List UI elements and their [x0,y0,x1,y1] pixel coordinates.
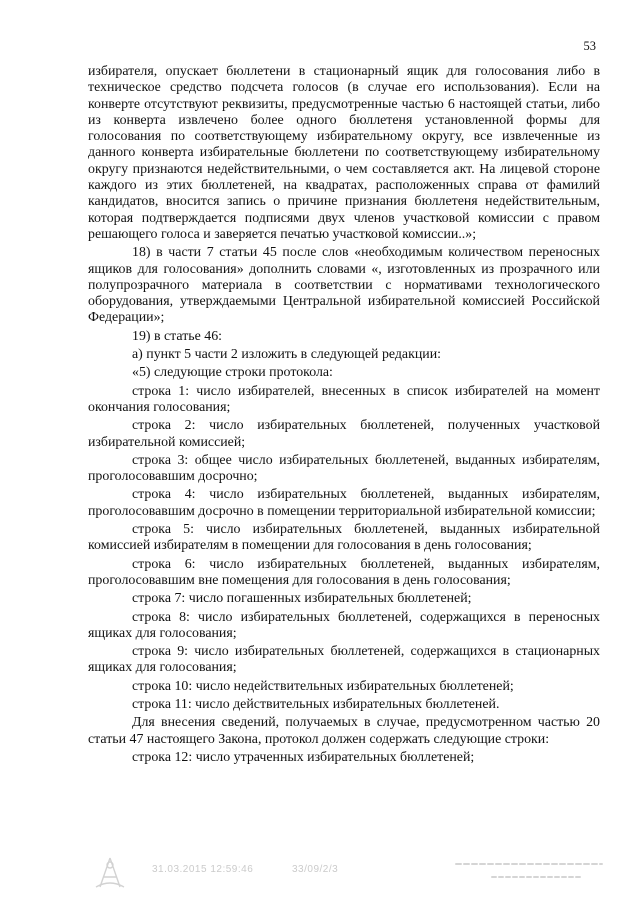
footer-watermark [92,855,612,891]
footer-doc-code: 33/09/2/3 [292,864,339,875]
faded-stamp-icon [452,855,612,885]
paragraph-item-18: 18) в части 7 статьи 45 после слов «необходимым количеством переносных ящиков для голосования» дополнить словами «, изготовленных из прозрачного или полупрозрачного материала в соответствии с нормативами технологического оборудования, утверждаемыми Центральной избирательной комиссией Российской Федерации»; [88,245,600,326]
emblem-icon [92,855,128,891]
paragraph-subitem-a: а) пункт 5 части 2 изложить в следующей редакции: [132,347,442,363]
paragraph-line-7: строка 7: число погашенных избирательных бюллетеней; [132,591,472,607]
paragraph-continuation: избирателя, опускает бюллетени в стационарный ящик для голосования либо в техническое средство подсчета голосов (в случае его использования). Если на конверте отсутствуют реквизиты, предусмотренные частью 6 настоящей статьи, либо из конверта извлечено более одного бюллетеня установленной формы для голосования по соответствующему избирательному округу, все извлеченные из данного конверта избирательные бюллетени по соответствующему избирательному округу признаются недействительными, о чем составляется акт. На лицевой стороне каждого из этих бюллетеней, на квадратах, расположенных справа от фамилий кандидатов, вносится запись о причине признания бюллетеня недействительным, которая подтверждается подписями двух членов участковой комиссии с правом решающего голоса и заверяется печатью участковой комиссии..»; [88,64,600,242]
paragraph-line-4: строка 4: число избирательных бюллетеней, выданных избирателям, проголосовавшим досрочно в помещении территориальной избирательной комиссии; [88,487,600,519]
paragraph-line-1: строка 1: число избирателей, внесенных в список избирателей на момент окончания голосования; [88,383,600,415]
paragraph-line-3: строка 3: общее число избирательных бюллетеней, выданных избирателям, проголосовавшим досрочно; [88,452,600,485]
footer-date-time: 31.03.2015 12:59:46 [152,864,254,875]
document-body [88,64,600,768]
paragraph-protocol-lines-intro: «5) следующие строки протокола: [132,365,333,381]
page-number: 53 [583,39,596,53]
paragraph-line-5: строка 5: число избирательных бюллетеней, выданных избирательной комиссией избирателям в помещении для голосования в день голосования; [88,522,600,554]
paragraph-line-8: строка 8: число избирательных бюллетеней, содержащихся в переносных ящиках для голосования; [88,609,600,641]
paragraph-line-10: строка 10: число недействительных избирательных бюллетеней; [132,678,514,694]
paragraph-line-2: строка 2: число избирательных бюллетеней, полученных участковой избирательной комиссией; [88,418,600,450]
paragraph-additional-lines-intro: Для внесения сведений, получаемых в случае, предусмотренном частью 20 статьи 47 настоящего Закона, протокол должен содержать следующие строки: [88,715,600,747]
paragraph-line-6: строка 6: число избирательных бюллетеней, выданных избирателям, проголосовавшим вне помещения для голосования в день голосования; [88,556,600,588]
paragraph-line-9: строка 9: число избирательных бюллетеней, содержащихся в стационарных ящиках для голосования; [88,644,600,676]
paragraph-line-11: строка 11: число действительных избирательных бюллетеней. [132,696,500,712]
paragraph-line-12: строка 12: число утраченных избирательных бюллетеней; [132,749,475,765]
paragraph-item-19: 19) в статье 46: [132,328,223,344]
